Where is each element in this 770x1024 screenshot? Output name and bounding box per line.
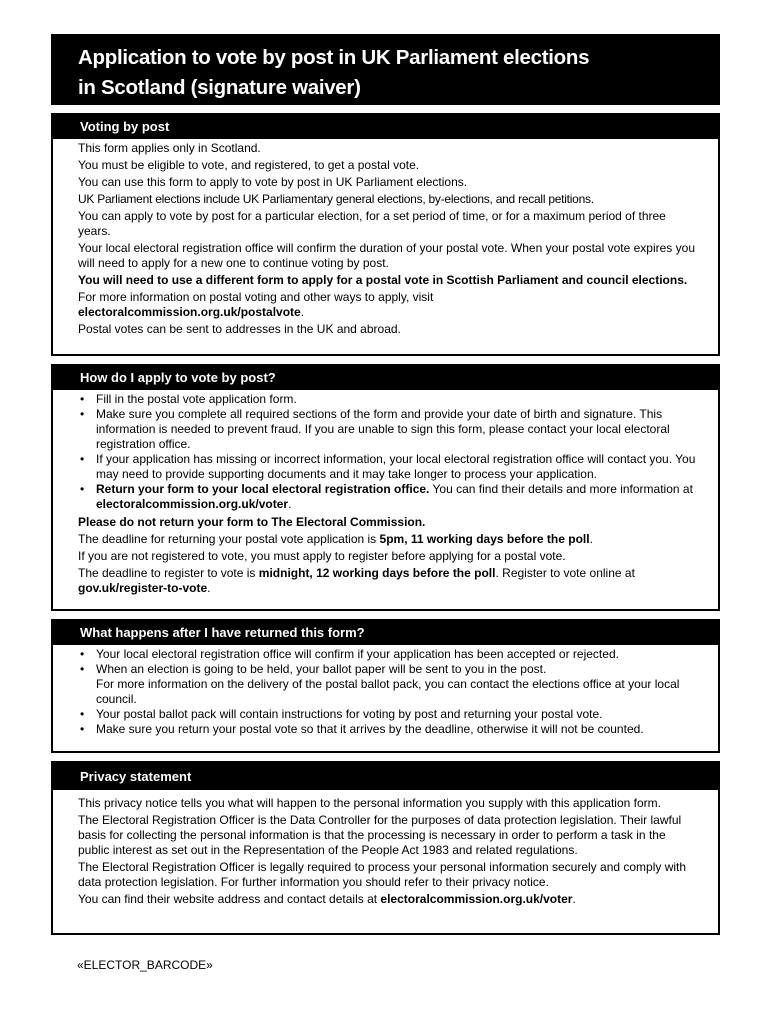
bold-note: Please do not return your form to The Electoral Commission. [78,515,426,529]
text: . [288,497,292,511]
postal-vote-link[interactable]: electoralcommission.org.uk/postalvote [78,305,301,319]
text: . [589,532,593,546]
title-line-2: in Scotland (signature waiver) [78,76,361,99]
section-how-to-apply [51,364,720,611]
paragraph [78,892,700,907]
text: When an election is going to be held, your ballot paper will be sent to you in the post. [96,662,547,676]
section-heading: How do I apply to vote by post? [53,366,718,390]
paragraph [78,532,700,547]
section-heading: What happens after I have returned this form? [53,621,718,645]
title-line-1: Application to vote by post in UK Parliament elections [78,46,590,69]
list-item: • Make sure you complete all required sections of the form and provide your date of birth and signature. This information is needed to prevent fraud. If you are unable to sign this form, please contact your local electoral registration office. [78,407,700,452]
section-body [53,790,718,907]
bullet-list [78,392,700,512]
list-item [78,482,700,512]
paragraph [78,566,700,596]
paragraph: This privacy notice tells you what will happen to the personal information you supply with this application form. [78,796,661,810]
section-body [53,645,718,737]
paragraph: This form applies only in Scotland. [78,141,261,155]
paragraph: Postal votes can be sent to addresses in the UK and abroad. [78,322,401,336]
paragraph: Your local electoral registration office will confirm the duration of your postal vote. When your postal vote expires you will need to apply for a new one to continue voting by post. [78,241,695,270]
section-body [53,139,718,337]
paragraph: UK Parliament elections include UK Parliamentary general elections, by-elections, and recall petitions. [78,192,594,206]
text: . Register to vote online at [495,566,635,580]
deadline-text: 5pm, 11 working days before the poll [379,532,590,546]
paragraph [78,273,700,288]
section-heading: Privacy statement [53,763,718,790]
paragraph: You can apply to vote by post for a particular election, for a set period of time, or for a maximum period of three years. [78,209,666,238]
deadline-text: midnight, 12 working days before the poll [258,566,496,580]
text: For more information on postal voting and other ways to apply, visit [78,290,434,304]
paragraph: The Electoral Registration Officer is the Data Controller for the purposes of data protection legislation. Their lawful basis for collecting the personal information is that the processing is necessary in order to perform a task in the public interest as set out in the Representation of the People Act 1983 and related regulations. [78,813,682,857]
paragraph [78,515,700,530]
page-title [78,43,693,103]
paragraph: If you are not registered to vote, you must apply to register before applying for a postal vote. [78,549,566,563]
paragraph: You can use this form to apply to vote by post in UK Parliament elections. [78,175,468,189]
voter-link[interactable]: electoralcommission.org.uk/voter [380,892,573,906]
list-item: • If your application has missing or incorrect information, your local electoral registration office will contact you. You may need to provide supporting documents and it may take longer to process your application. [78,452,700,482]
list-item: • Your local electoral registration office will confirm if your application has been accepted or rejected. [78,647,700,662]
register-link[interactable]: gov.uk/register-to-vote [78,581,208,595]
list-item: • Fill in the postal vote application form. [78,392,700,407]
text: . [207,581,211,595]
section-after-return [51,619,720,753]
paragraph: The Electoral Registration Officer is legally required to process your personal information securely and comply with data protection legislation. For further information you should refer to their privacy notice. [78,860,687,889]
paragraph: You must be eligible to vote, and registered, to get a postal vote. [78,158,420,172]
section-heading: Voting by post [53,115,718,139]
list-item: • Make sure you return your postal vote so that it arrives by the deadline, otherwise it will not be counted. [78,722,700,737]
text: . [572,892,576,906]
bullet-list [78,647,700,737]
text: You can find their details and more information at [429,482,693,496]
text: The deadline for returning your postal vote application is [78,532,380,546]
bold-note: You will need to use a different form to apply for a postal vote in Scottish Parliament and council elections. [78,273,688,287]
section-voting-by-post [51,113,720,356]
list-item [78,662,700,707]
bold-text: Return your form to your local electoral registration office. [96,482,430,496]
section-body [53,390,718,596]
section-privacy [51,761,720,935]
page-title-box [51,34,720,105]
paragraph [78,290,700,320]
list-item: • Your postal ballot pack will contain instructions for voting by post and returning your postal vote. [78,707,700,722]
text: . [300,305,305,319]
text: The deadline to register to vote is [78,566,259,580]
text: For more information on the delivery of the postal ballot pack, you can contact the elections office at your local council. [96,677,680,706]
voter-link[interactable]: electoralcommission.org.uk/voter [96,497,289,511]
text: You can find their website address and contact details at [78,892,381,906]
elector-barcode-placeholder: «ELECTOR_BARCODE» [77,958,213,972]
